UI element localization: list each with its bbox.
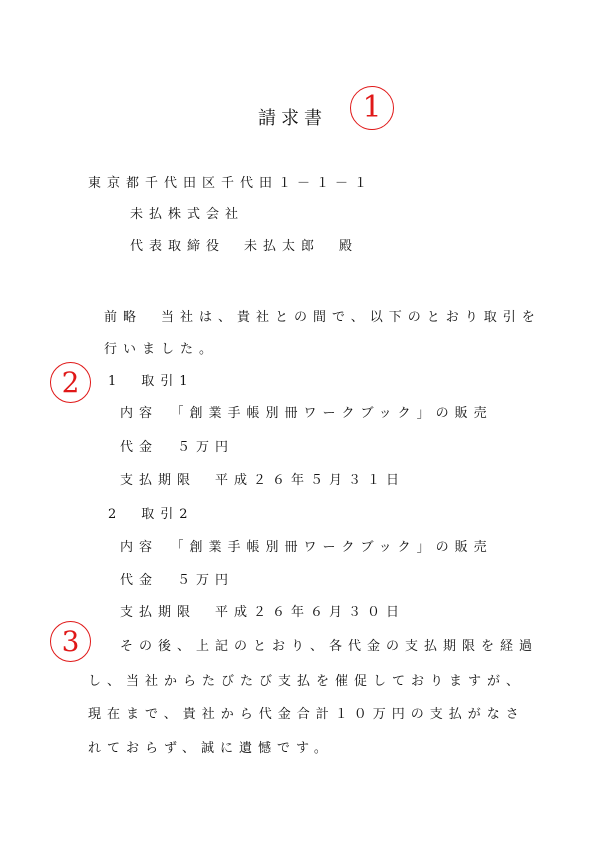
transaction-1-content: 内容 「創業手帳別冊ワークブック」の販売 [120, 406, 493, 421]
transaction-2-content: 内容 「創業手帳別冊ワークブック」の販売 [120, 540, 493, 555]
recipient-company: 未払株式会社 [130, 207, 245, 222]
circled-marker-2: 2 [50, 362, 91, 403]
circled-marker-1: 1 [350, 86, 394, 130]
transaction-1-price: 代金 ５万円 [120, 440, 235, 455]
recipient-address: 東京都千代田区千代田１－１－１ [88, 176, 374, 191]
document-title: 請求書 [258, 108, 327, 129]
transaction-2-price: 代金 ５万円 [120, 573, 235, 588]
closing-line-2: し、当社からたびたび支払を催促しておりますが、 [88, 674, 526, 689]
transaction-1-deadline: 支払期限 平成２６年５月３１日 [120, 473, 406, 488]
transaction-1-heading: 1 取引1 [108, 374, 194, 389]
closing-line-4: れておらず、誠に遺憾です。 [88, 741, 333, 756]
circled-marker-3: 3 [50, 621, 91, 662]
recipient-representative: 代表取締役 未払太郎 殿 [130, 239, 359, 254]
transaction-2-deadline: 支払期限 平成２６年６月３０日 [120, 605, 406, 620]
closing-line-3: 現在まで、貴社から代金合計１０万円の支払がなさ [88, 707, 525, 722]
intro-line-1: 前略 当社は、貴社との間で、以下のとおり取引を [104, 310, 541, 325]
transaction-2-heading: 2 取引2 [108, 507, 194, 522]
intro-line-2: 行いました。 [104, 342, 219, 357]
closing-line-1: その後、上記のとおり、各代金の支払期限を経過 [120, 639, 539, 654]
